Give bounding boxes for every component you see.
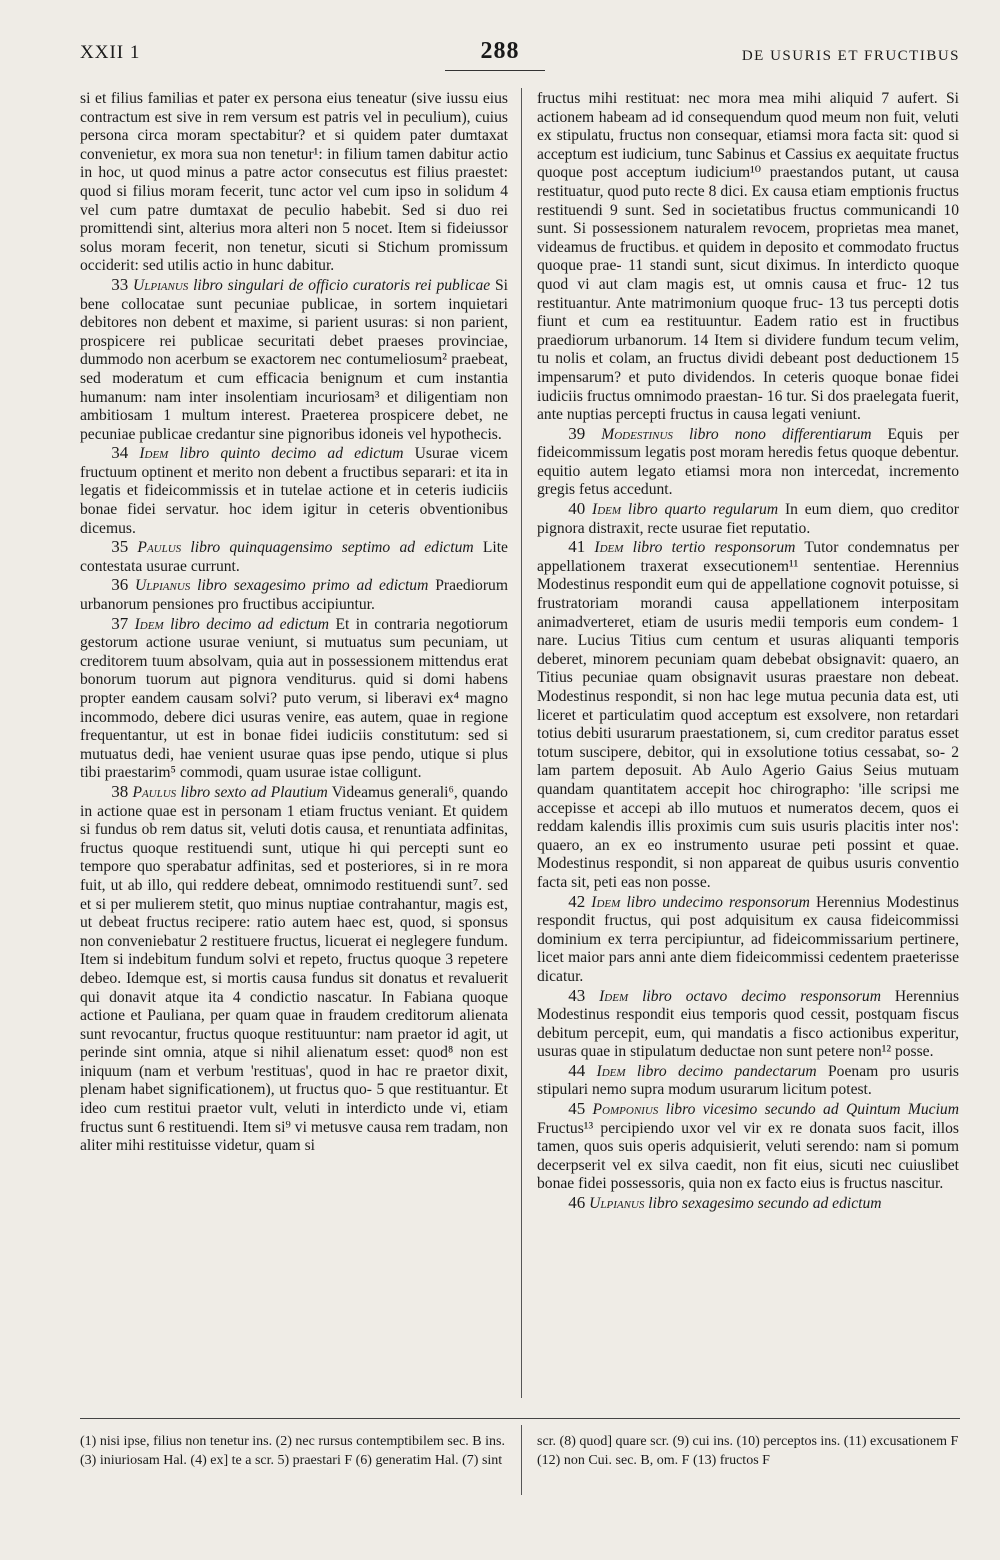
paragraph-text: Usurae vicem fructuum optinent et merito non debent a fructibus separari: et ita in legatis et fideicommissis et in tutelae actione et in ceteris iudiciis bonae fidei servatur. hoc idem igitur in ceteris obventionibus dicemus. [80, 445, 509, 537]
source-citation: libro sexagesimo secundo ad edictum [648, 1195, 882, 1213]
jurist-name: Ulpianus [133, 276, 189, 294]
law-number: 33 [111, 274, 129, 294]
law-number: 40 [568, 499, 586, 519]
footnote-divider [521, 1425, 522, 1495]
paragraph-text: Praediorum urbanorum pensiones pro fructibus accipiuntur. [80, 577, 508, 614]
header-rule [445, 70, 545, 71]
running-title: DE USURIS ET FRUCTIBUS [741, 48, 960, 64]
law-paragraph [80, 276, 508, 444]
page-number: 288 [480, 38, 520, 64]
left-text-column [80, 90, 508, 1156]
source-citation: libro vicesimo secundo ad Quintum Mucium [665, 1101, 959, 1119]
paragraph-text: Poenam pro usuris stipulari nemo supra modum usurarum licitum potest. [537, 1062, 959, 1099]
law-number: 34 [111, 443, 129, 463]
law-paragraph [537, 1194, 959, 1214]
paragraph-text: Si bene collocatae sunt pecuniae publicae, in sortem inquietari debitores non debent et maxime, si parient usuras: si non parient, prospicere rei publicae securitati debet praeses provinciae, dummodo non acerbum se exactorem nec contumeliosum² praebeat, sed moderatum et cum efficacia benignum et cum instantia humanum: nam inter insolentiam incuriosam³ et diligentiam non ambitiosam 1 multum interest. Praeterea prospicere debet, ne pecuniae publicae credantur sine pignoribus idoneis vel hypothecis. [80, 276, 508, 443]
jurist-name: Ulpianus [135, 577, 191, 595]
law-paragraph [80, 576, 508, 614]
law-paragraph [80, 615, 508, 783]
paragraph-text: Herennius Modestinus respondit fructus, qui post adquisitum ex causa fideicommissi dominium ex terra percipiuntur, ad fideicommissarium pertinere, licet maior pars anni ante diem fideicommissi cedentem praeterisse dicatur. [537, 893, 959, 985]
source-citation: libro sexagesimo primo ad edictum [197, 577, 429, 595]
paragraph-text: fructus mihi restituat: nec mora mea mihi aliquid 7 aufert. Si actionem habeam ad id consequendum quod meum non fuit, veluti ex stipulatu, fructus non consequar, etiamsi mora facta sit: quod si acceptum est iudicium, tunc Sabinus et Cassius ex aequitate fructus quoque post acceptum iudicium¹⁰ praestandos putant, ut causa restituatur, quod puto recte 8 dici. Ex causa etiam emptionis fructus restituendi 9 sunt. Sed in societatibus fructus communicandi 10 sunt. Si possessionem naturalem revocem, proprietas mea manet, videamus de fructibus. et quidem in deposito et commodato fructus quoque prae- 11 standi sunt, sicut diximus. In interdicto quoque quod vi aut clam magis est, ut omnis causa et fruc- 12 tus restituantur. Ante matrimonium quoque fruc- 13 tus percepti dotis fiunt et cum ea restituuntur. Eadem ratio est in fructibus praediorum urbanorum. 14 Item si dividere fundum tecum velim, tu nolis et colam, an fructus dividi debeant post deductionem 15 impensarum? et puto dividendos. In ceteris quoque bonae fidei iudiciis fructus omnimodo praestan- 16 tur. Si dos praelegata fuerit, ante nuptias percepti fructus in causa legati veniunt. [537, 90, 959, 424]
source-citation: libro quarto regularum [627, 501, 779, 519]
source-citation: libro decimo ad edictum [170, 615, 330, 633]
jurist-name: Idem [591, 893, 621, 911]
paragraph-text: Herennius Modestinus respondit eius temporis quod cessit, postquam fiscus debitum percepit, eum, qui mandatis a fisco actionibus experitur, usuras quae in stipulatum deductae non sunt petere non¹² posse. [537, 987, 960, 1061]
law-number: 39 [568, 423, 586, 443]
law-number: 37 [111, 613, 129, 633]
source-citation: libro sexto ad Plautium [180, 783, 328, 801]
law-number: 36 [111, 575, 129, 595]
law-number: 41 [568, 537, 586, 557]
footnote-rule [80, 1418, 960, 1419]
source-citation: libro decimo pandectarum [636, 1062, 817, 1080]
law-paragraph [80, 783, 508, 1156]
law-paragraph [537, 1062, 959, 1100]
law-paragraph [537, 987, 959, 1062]
jurist-name: Idem [599, 987, 629, 1005]
jurist-name: Ulpianus [589, 1195, 645, 1213]
law-number: 42 [568, 891, 586, 911]
source-citation: libro quinquagensimo septimo ad edictum [190, 539, 474, 557]
law-number: 38 [111, 781, 129, 801]
jurist-name: Idem [134, 615, 164, 633]
footnotes-right: scr. (8) quod] quare scr. (9) cui ins. (10) perceptos ins. (11) excusationem F (12) non Cui. sec. B, om. F (13) fructos F [537, 1434, 959, 1468]
source-citation: libro tertio responsorum [632, 539, 796, 557]
source-citation: libro singulari de officio curatoris rei publicae [193, 276, 491, 294]
law-paragraph [80, 538, 508, 576]
law-paragraph [537, 500, 959, 538]
paragraph-text: si et filius familias et pater ex persona eius teneatur (sive iussu eius contractum est sive in rem versum est patris vel in peculium), cuius persona circa moram spectabitur? et si quidem pater dumtaxat convenietur, ex mora sua non tenetur¹: in filium tamen dabitur actio in hoc, ut quod minus a patre actor consecutus est filius praestet: quod si filius moram fecerit, tunc actor vel cum ipso in solidum 4 vel cum patre dumtaxat de peculio habebit. Sed si duo rei promittendi sint, alterius mora alteri non 5 nocet. Item si fideiussor solus moram fecerit, non tenetur, sicuti si Stichum promissum occiderit: sed utilis actio in hunc dabitur. [80, 90, 508, 275]
law-number: 44 [568, 1060, 586, 1080]
law-paragraph [537, 538, 959, 892]
paragraph-text: Videamus generali⁶, quando in actione quae est in personam 1 etiam fructus veniant. Et quidem si fundus ob rem datus sit, veluti dotis causa, et renuntiata adfinitas, fructus quoque restituendi sunt, utique hi qui percepti sunt eo tempore quo sperabatur adfinitas, sed et posteriores, si in re mora fuit, ut ab illo, qui reddere debeat, omnimodo restituendi sunt⁷. sed et si per mulierem stetit, quo minus nuptiae contrahantur, magis est, ut debeat fructus recipere: ratio autem haec est, quod, si sponsus non conveniebatur 2 restituere fructus, licuerat ei neglegere fundum. Item si indebitum fundum solvi et repeto, fructus quoque 3 repetere debeo. Idemque est, si mortis causa fundus sit donatus et revaluerit qui donavit atque ita 4 condictio nascatur. In Fabiana quoque actione et Pauliana, per quam quae in fraudem creditorum alienata sunt revocantur, fructus quoque restituuntur: nam praetor id agit, ut perinde sint omnia, atque si nihil alienatum esset: quod⁸ non est iniquum (nam et verbum 'restituas', quod in hac re praetor dixit, plenam habet significationem), ut fructus quo- 5 que restituantur. Et ideo cum restitui praetor vult, veluti in interdicto unde vi, etiam fructus sunt 6 restituendi. Item si⁹ vi metusve causa rem tradam, non aliter mihi restituisse videtur, quam si [80, 783, 508, 1155]
column-divider [521, 88, 522, 1398]
law-number: 35 [111, 537, 129, 557]
jurist-name: Paulus [132, 783, 177, 801]
jurist-name: Idem [594, 539, 624, 557]
source-citation: libro quinto decimo ad edictum [179, 445, 404, 463]
source-citation: libro nono differentiarum [688, 425, 872, 443]
right-text-column [537, 90, 959, 1214]
law-paragraph [80, 444, 508, 538]
source-citation: libro undecimo responsorum [626, 893, 810, 911]
text-paragraph [537, 90, 959, 425]
jurist-name: Modestinus [601, 425, 673, 443]
jurist-name: Paulus [137, 539, 182, 557]
law-number: 45 [568, 1099, 586, 1119]
paragraph-text: Equis per fideicommissum legatis post moram heredis fetus quoque debentur. equitio autem legato etiamsi mora non intercedat, incremento gregis fetus accedunt. [537, 425, 959, 499]
law-paragraph [537, 893, 959, 987]
paragraph-text: Et in contraria negotiorum gestorum actione usurae veniunt, si mutuatus sum pecuniam, ut creditorem tuum absolvam, quia aut in possessionem mittendus erat bonorum tuorum aut pignora venditurus. quid si domi habens propter eandem causam solvi? puto verum, si liberavi ex⁴ magno incommodo, debere dici usuras venire, eas autem, quae in regione frequentantur, ut est in bonae fidei iudiciis constitutum: sed si mutuatus dedi, hae venient usurae quas ipse pendo, utique si plus tibi praestarim⁵ commodi, quam usurae istae colligunt. [80, 615, 508, 782]
jurist-name: Pomponius [592, 1101, 659, 1119]
footnotes-left: (1) nisi ipse, filius non tenetur ins. (2) nec rursus contemptibilem sec. B ins. (3) iniuriosam Hal. (4) ex] te a scr. 5) praestari F (6) generatim Hal. (7) sint [80, 1434, 505, 1468]
jurist-name: Idem [139, 445, 169, 463]
law-paragraph [537, 425, 959, 500]
law-number: 46 [568, 1193, 586, 1213]
jurist-name: Idem [592, 501, 622, 519]
paragraph-text: Tutor condemnatus per appellationem traxerat exsecutionem¹¹ sententiae. Herennius Modestinus respondit eum qui de appellatione cognovit potuisse, si frustratoriam morandi causa appellationem interpositam animadverteret, etiam de usuris medii temporis eum condem- 1 nare. Lucius Titius cum centum et usuras aliquanti temporis deberet, minorem pecuniam quam debebat obsignavit: quaero, an Titius pecuniae quam obsignavit usuras praestare non debeat. Modestinus respondit, si non hac lege mutua pecunia data est, uti liceret et particulatim quod acceptum est exsolvere, non retardari totius debiti usurarum praestationem, si, cum creditor paratus esset totum suscipere, debitor, qui in exsolutione totius cessabat, so- 2 lam partem deposuit. Ab Aulo Agerio Gaius Seius mutuam quandam quantitatem accepit hoc chirographo: 'ille scripsi me accepisse et accepi ab illo mutuos et numeratos decem, quos ei reddam kalendis illis proximis cum suis usuris placitis inter nos': quaero, an ex eo instrumento usurae peti possint et quae. Modestinus respondit, si non appareat de quibus usuris conventio facta sit, peti eas non posse. [537, 539, 959, 891]
text-paragraph [80, 90, 508, 276]
paragraph-text: Lite contestata usurae currunt. [80, 539, 508, 575]
jurist-name: Idem [596, 1062, 626, 1080]
header-book-reference: XXII 1 [80, 42, 141, 63]
law-paragraph [537, 1100, 959, 1194]
paragraph-text: In eum diem, quo creditor pignora distraxit, recte usurae fiet reputatio. [537, 501, 959, 537]
paragraph-text: Fructus¹³ percipiendo uxor vel vir ex re donata suos facit, illos tamen, quos suis operis adquisierit, veluti serendo: nam si pomum decerpserit vel ex silva caedit, non fit eius, sicuti nec cuiuslibet bonae fidei possessoris, quia non ex facto eius is fructus nascitur. [537, 1119, 959, 1193]
source-citation: libro octavo decimo responsorum [642, 987, 881, 1005]
law-number: 43 [568, 985, 586, 1005]
